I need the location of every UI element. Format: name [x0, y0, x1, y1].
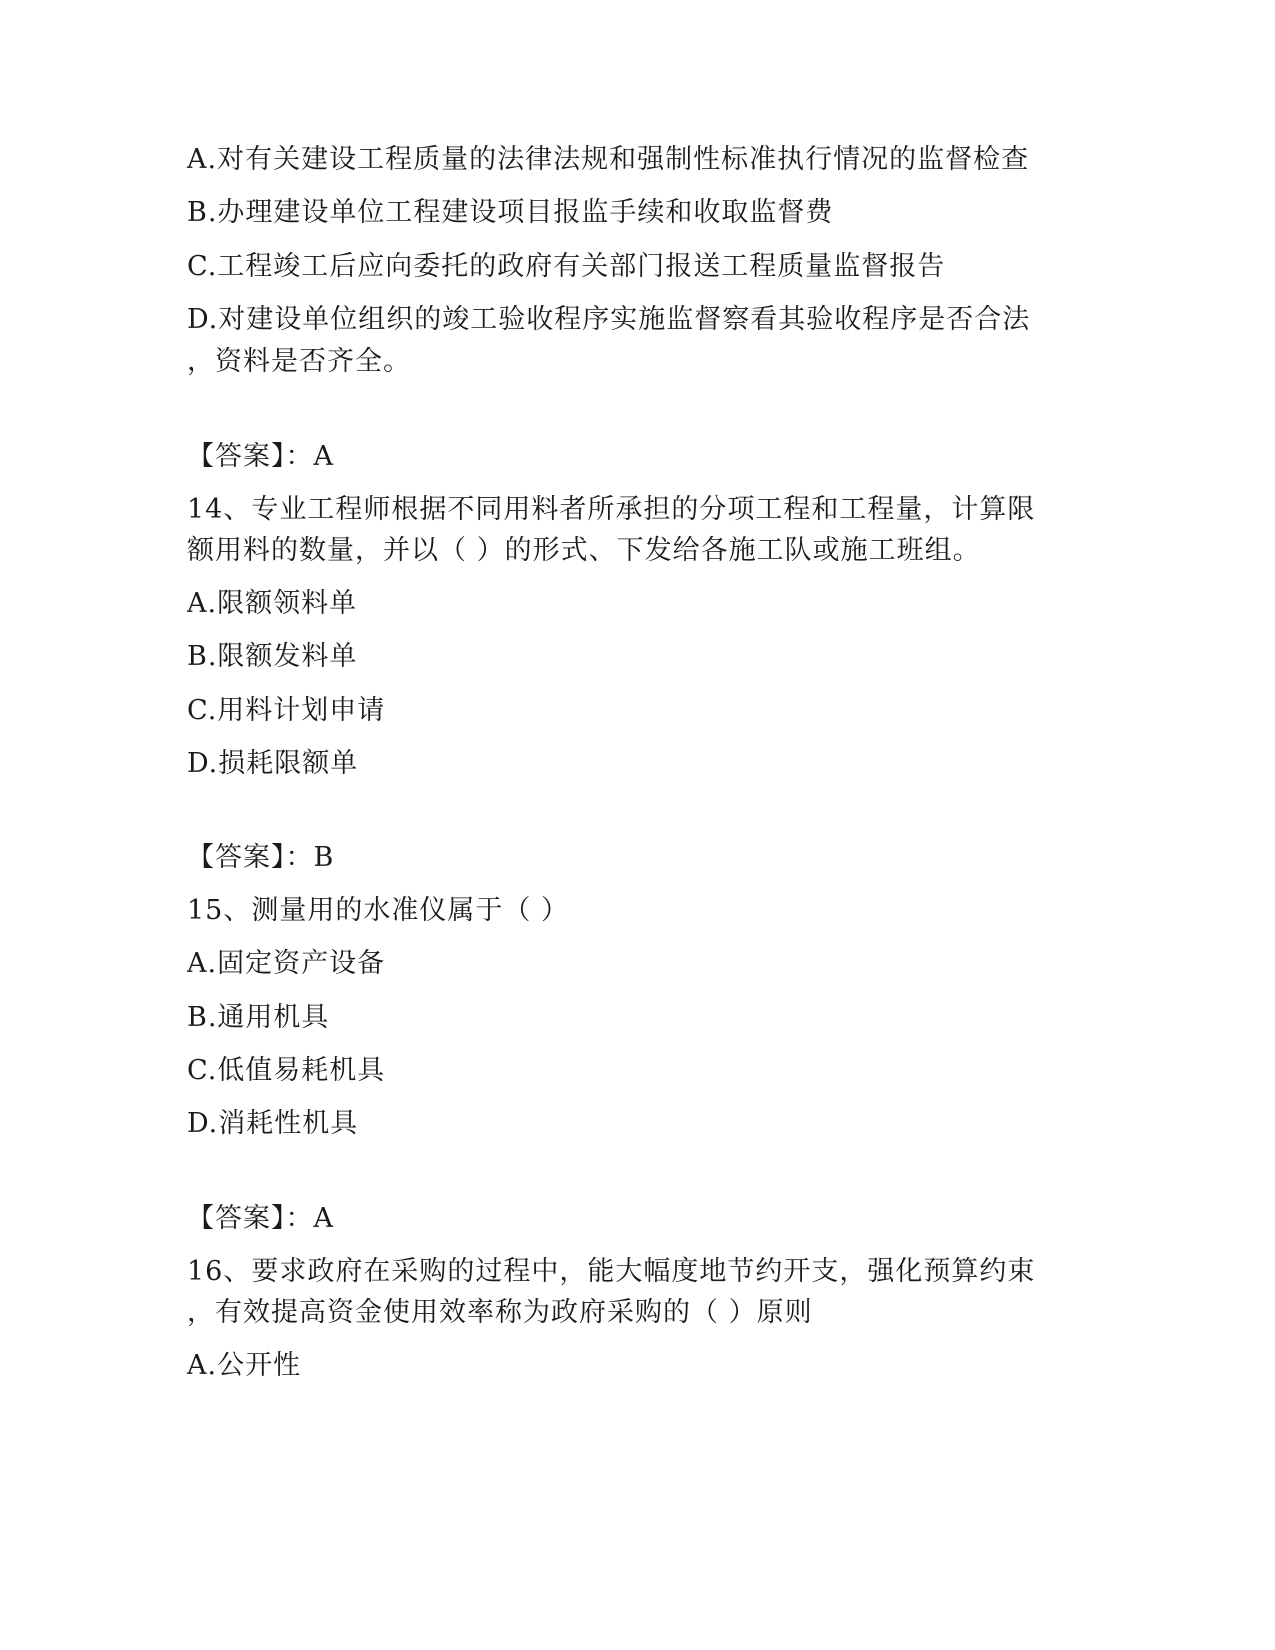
q15-option-a: A.固定资产设备 [187, 948, 386, 979]
q16-stem-continued: ，有效提高资金使用效率称为政府采购的（ ）原则 [187, 1297, 813, 1328]
q16-option-a: A.公开性 [187, 1350, 302, 1381]
q14-stem-continued: 额用料的数量，并以（ ）的形式、下发给各施工队或施工班组。 [187, 535, 981, 566]
q15-option-b: B.通用机具 [187, 1002, 330, 1033]
q16-stem: 16、要求政府在采购的过程中，能大幅度地节约开支，强化预算约束 [187, 1256, 1036, 1287]
q13-option-b: B.办理建设单位工程建设项目报监手续和收取监督费 [187, 197, 834, 228]
q14-stem: 14、专业工程师根据不同用料者所承担的分项工程和工程量，计算限 [187, 494, 1036, 525]
q13-option-d: D.对建设单位组织的竣工验收程序实施监督察看其验收程序是否合法 [187, 304, 1031, 335]
q14-option-b: B.限额发料单 [187, 641, 358, 672]
q15-answer: 【答案】：A [187, 1203, 334, 1234]
q13-option-a: A.对有关建设工程质量的法律法规和强制性标准执行情况的监督检查 [187, 144, 1030, 175]
q14-option-d: D.损耗限额单 [187, 748, 359, 779]
q15-option-d: D.消耗性机具 [187, 1108, 359, 1139]
q13-option-d-continued: ，资料是否齐全。 [187, 346, 411, 377]
q14-option-a: A.限额领料单 [187, 588, 358, 619]
q15-stem: 15、测量用的水准仪属于（ ） [187, 895, 569, 926]
q15-option-c: C.低值易耗机具 [187, 1055, 386, 1086]
q14-answer: 【答案】：B [187, 842, 335, 873]
q14-option-c: C.用料计划申请 [187, 695, 386, 726]
q13-answer: 【答案】：A [187, 441, 334, 472]
q13-option-c: C.工程竣工后应向委托的政府有关部门报送工程质量监督报告 [187, 251, 946, 282]
